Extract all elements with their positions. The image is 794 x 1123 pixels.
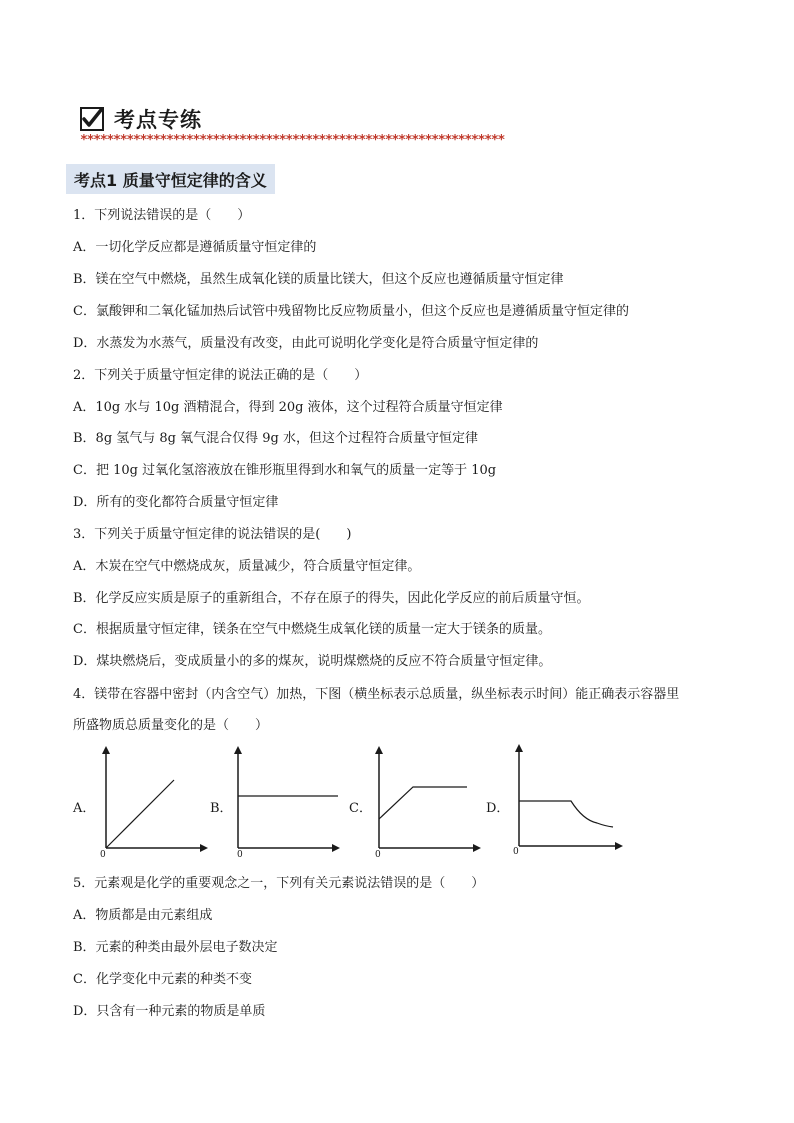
- question-4-stem-line2: 所盛物质总质量变化的是（ ）: [73, 718, 269, 733]
- graph-c-origin: 0: [375, 850, 381, 860]
- graph-d-origin: 0: [513, 847, 519, 857]
- question-1-option-a: A．一切化学反应都是遵循质量守恒定律的: [73, 240, 317, 255]
- question-3-option-d: D．煤块燃烧后，变成质量小的多的煤灰，说明煤燃烧的反应不符合质量守恒定律。: [73, 654, 552, 669]
- question-2-option-b: B．8g 氢气与 8g 氧气混合仅得 9g 水，但这个过程符合质量守恒定律: [73, 431, 478, 446]
- question-2-option-a: A．10g 水与 10g 酒精混合，得到 20g 液体，这个过程符合质量守恒定律: [73, 400, 503, 415]
- header-title: 考点专练: [114, 108, 202, 132]
- topic-label: 考点1 质量守恒定律的含义: [66, 164, 275, 194]
- question-3-option-c: C．根据质量守恒定律，镁条在空气中燃烧生成氧化镁的质量一定大于镁条的质量。: [73, 622, 551, 637]
- question-1-option-b: B．镁在空气中燃烧，虽然生成氧化镁的质量比镁大，但这个反应也遵循质量守恒定律: [73, 272, 564, 287]
- question-1-option-c: C．氯酸钾和二氧化锰加热后试管中残留物比反应物质量小，但这个反应也是遵循质量守恒定律的: [73, 304, 629, 319]
- question-3-option-a: A．木炭在空气中燃烧成灰，质量减少，符合质量守恒定律。: [73, 559, 421, 574]
- graph-a: [94, 744, 212, 862]
- graph-b-label: B．: [210, 801, 233, 816]
- star-divider: ****************************************************************: [80, 134, 505, 148]
- graph-c-label: C．: [349, 801, 372, 816]
- graph-a-label: A．: [73, 801, 96, 816]
- question-5-option-a: A．物质都是由元素组成: [73, 908, 213, 923]
- graph-b: [226, 744, 344, 862]
- graph-d-curve: [519, 801, 613, 827]
- question-2-stem: 2．下列关于质量守恒定律的说法正确的是（ ）: [73, 368, 368, 383]
- graph-d: [507, 740, 627, 858]
- question-2-option-c: C．把 10g 过氧化氢溶液放在锥形瓶里得到水和氧气的质量一定等于 10g: [73, 463, 497, 478]
- question-5-option-c: C．化学变化中元素的种类不变: [73, 972, 252, 987]
- graph-b-origin: 0: [237, 850, 243, 860]
- checked-box-icon: [80, 107, 104, 131]
- question-5-option-d: D．只含有一种元素的物质是单质: [73, 1004, 266, 1019]
- graph-d-label: D．: [486, 801, 510, 816]
- question-5-option-b: B．元素的种类由最外层电子数决定: [73, 940, 278, 955]
- question-1-stem: 1．下列说法错误的是（ ）: [73, 208, 251, 223]
- graph-a-origin: 0: [100, 850, 106, 860]
- graph-a-curve: [106, 780, 174, 848]
- question-2-option-d: D．所有的变化都符合质量守恒定律: [73, 495, 279, 510]
- section-header: [80, 104, 202, 134]
- question-4-stem-line1: 4．镁带在容器中密封（内含空气）加热，下图（横坐标表示总质量，纵坐标表示时间）能正确表示容器里: [73, 687, 680, 702]
- question-3-option-b: B．化学反应实质是原子的重新组合，不存在原子的得失，因此化学反应的前后质量守恒。: [73, 591, 590, 606]
- graph-c-curve: [379, 787, 467, 819]
- question-5-stem: 5．元素观是化学的重要观念之一，下列有关元素说法错误的是（ ）: [73, 876, 485, 891]
- question-3-stem: 3．下列关于质量守恒定律的说法错误的是( ): [73, 527, 352, 542]
- question-1-option-d: D．水蒸发为水蒸气，质量没有改变，由此可说明化学变化是符合质量守恒定律的: [73, 336, 539, 351]
- graph-c: [367, 744, 485, 862]
